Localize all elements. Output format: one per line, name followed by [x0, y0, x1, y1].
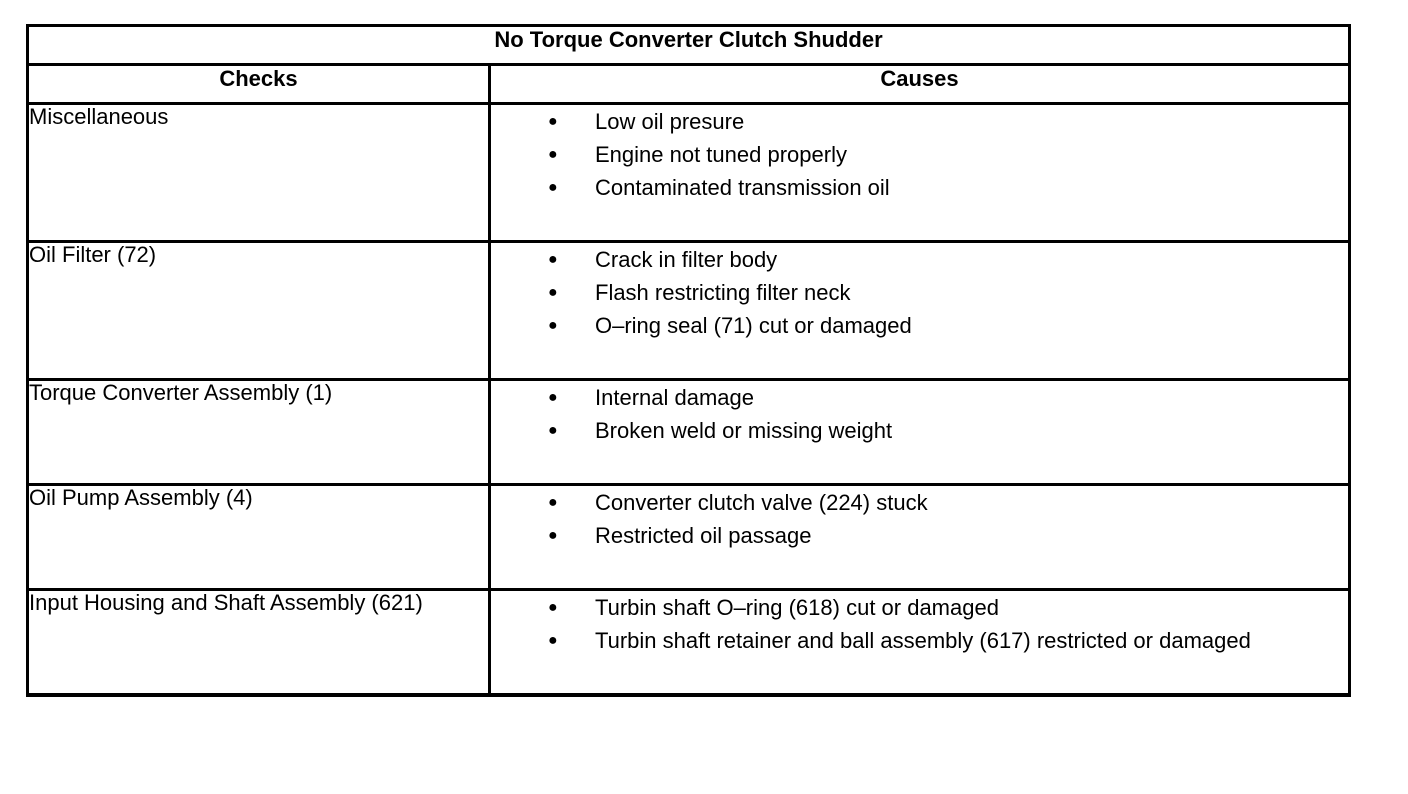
- cause-item: [491, 414, 1348, 447]
- cause-text: Crack in filter body: [595, 247, 778, 272]
- causes-cell: [490, 104, 1350, 242]
- cause-text: Flash restricting filter neck: [595, 280, 851, 305]
- cause-item: [491, 105, 1348, 138]
- cause-text: O–ring seal (71) cut or damaged: [595, 313, 912, 338]
- title-row: [28, 26, 1350, 65]
- column-header-checks: Checks: [28, 65, 490, 104]
- table-row: [28, 590, 1350, 696]
- bullet-icon: ●: [548, 179, 558, 196]
- cause-list: [491, 591, 1348, 657]
- check-cell: Oil Filter (72): [28, 242, 490, 380]
- cause-item: [491, 519, 1348, 552]
- cause-item: [491, 138, 1348, 171]
- bullet-icon: ●: [548, 113, 558, 130]
- cause-item: [491, 171, 1348, 204]
- bullet-icon: ●: [548, 284, 558, 301]
- cause-item: [491, 381, 1348, 414]
- check-cell: Oil Pump Assembly (4): [28, 485, 490, 590]
- cause-text: Restricted oil passage: [595, 523, 812, 548]
- cause-text: Broken weld or missing weight: [595, 418, 893, 443]
- bullet-icon: ●: [548, 317, 558, 334]
- causes-cell: [490, 590, 1350, 696]
- table-row: [28, 485, 1350, 590]
- bullet-icon: ●: [548, 599, 558, 616]
- diagnosis-table: [26, 24, 1351, 697]
- table-row: [28, 380, 1350, 485]
- cause-item: [491, 486, 1348, 519]
- cause-item: [491, 309, 1348, 342]
- cause-item: [491, 591, 1348, 624]
- cause-item: [491, 243, 1348, 276]
- check-cell: Input Housing and Shaft Assembly (621): [28, 590, 490, 696]
- header-row: [28, 65, 1350, 104]
- bullet-icon: ●: [548, 422, 558, 439]
- table-title: No Torque Converter Clutch Shudder: [28, 26, 1350, 65]
- cause-item: [491, 624, 1348, 657]
- causes-cell: [490, 242, 1350, 380]
- cause-item: [491, 276, 1348, 309]
- table-row: [28, 104, 1350, 242]
- bullet-icon: ●: [548, 146, 558, 163]
- cause-text: Engine not tuned properly: [595, 142, 847, 167]
- check-cell: Miscellaneous: [28, 104, 490, 242]
- cause-list: [491, 243, 1348, 342]
- cause-text: Contaminated transmission oil: [595, 175, 890, 200]
- bullet-icon: ●: [548, 251, 558, 268]
- cause-list: [491, 381, 1348, 447]
- cause-text: Internal damage: [595, 385, 754, 410]
- cause-text: Converter clutch valve (224) stuck: [595, 490, 928, 515]
- column-header-causes: Causes: [490, 65, 1350, 104]
- cause-text: Turbin shaft retainer and ball assembly (617) restricted or damaged: [595, 628, 1251, 653]
- cause-list: [491, 105, 1348, 204]
- table-row: [28, 242, 1350, 380]
- causes-cell: [490, 380, 1350, 485]
- bullet-icon: ●: [548, 527, 558, 544]
- bullet-icon: ●: [548, 389, 558, 406]
- causes-cell: [490, 485, 1350, 590]
- cause-text: Low oil presure: [595, 109, 745, 134]
- cause-list: [491, 486, 1348, 552]
- check-cell: Torque Converter Assembly (1): [28, 380, 490, 485]
- cause-text: Turbin shaft O–ring (618) cut or damaged: [595, 595, 999, 620]
- bullet-icon: ●: [548, 494, 558, 511]
- bullet-icon: ●: [548, 632, 558, 649]
